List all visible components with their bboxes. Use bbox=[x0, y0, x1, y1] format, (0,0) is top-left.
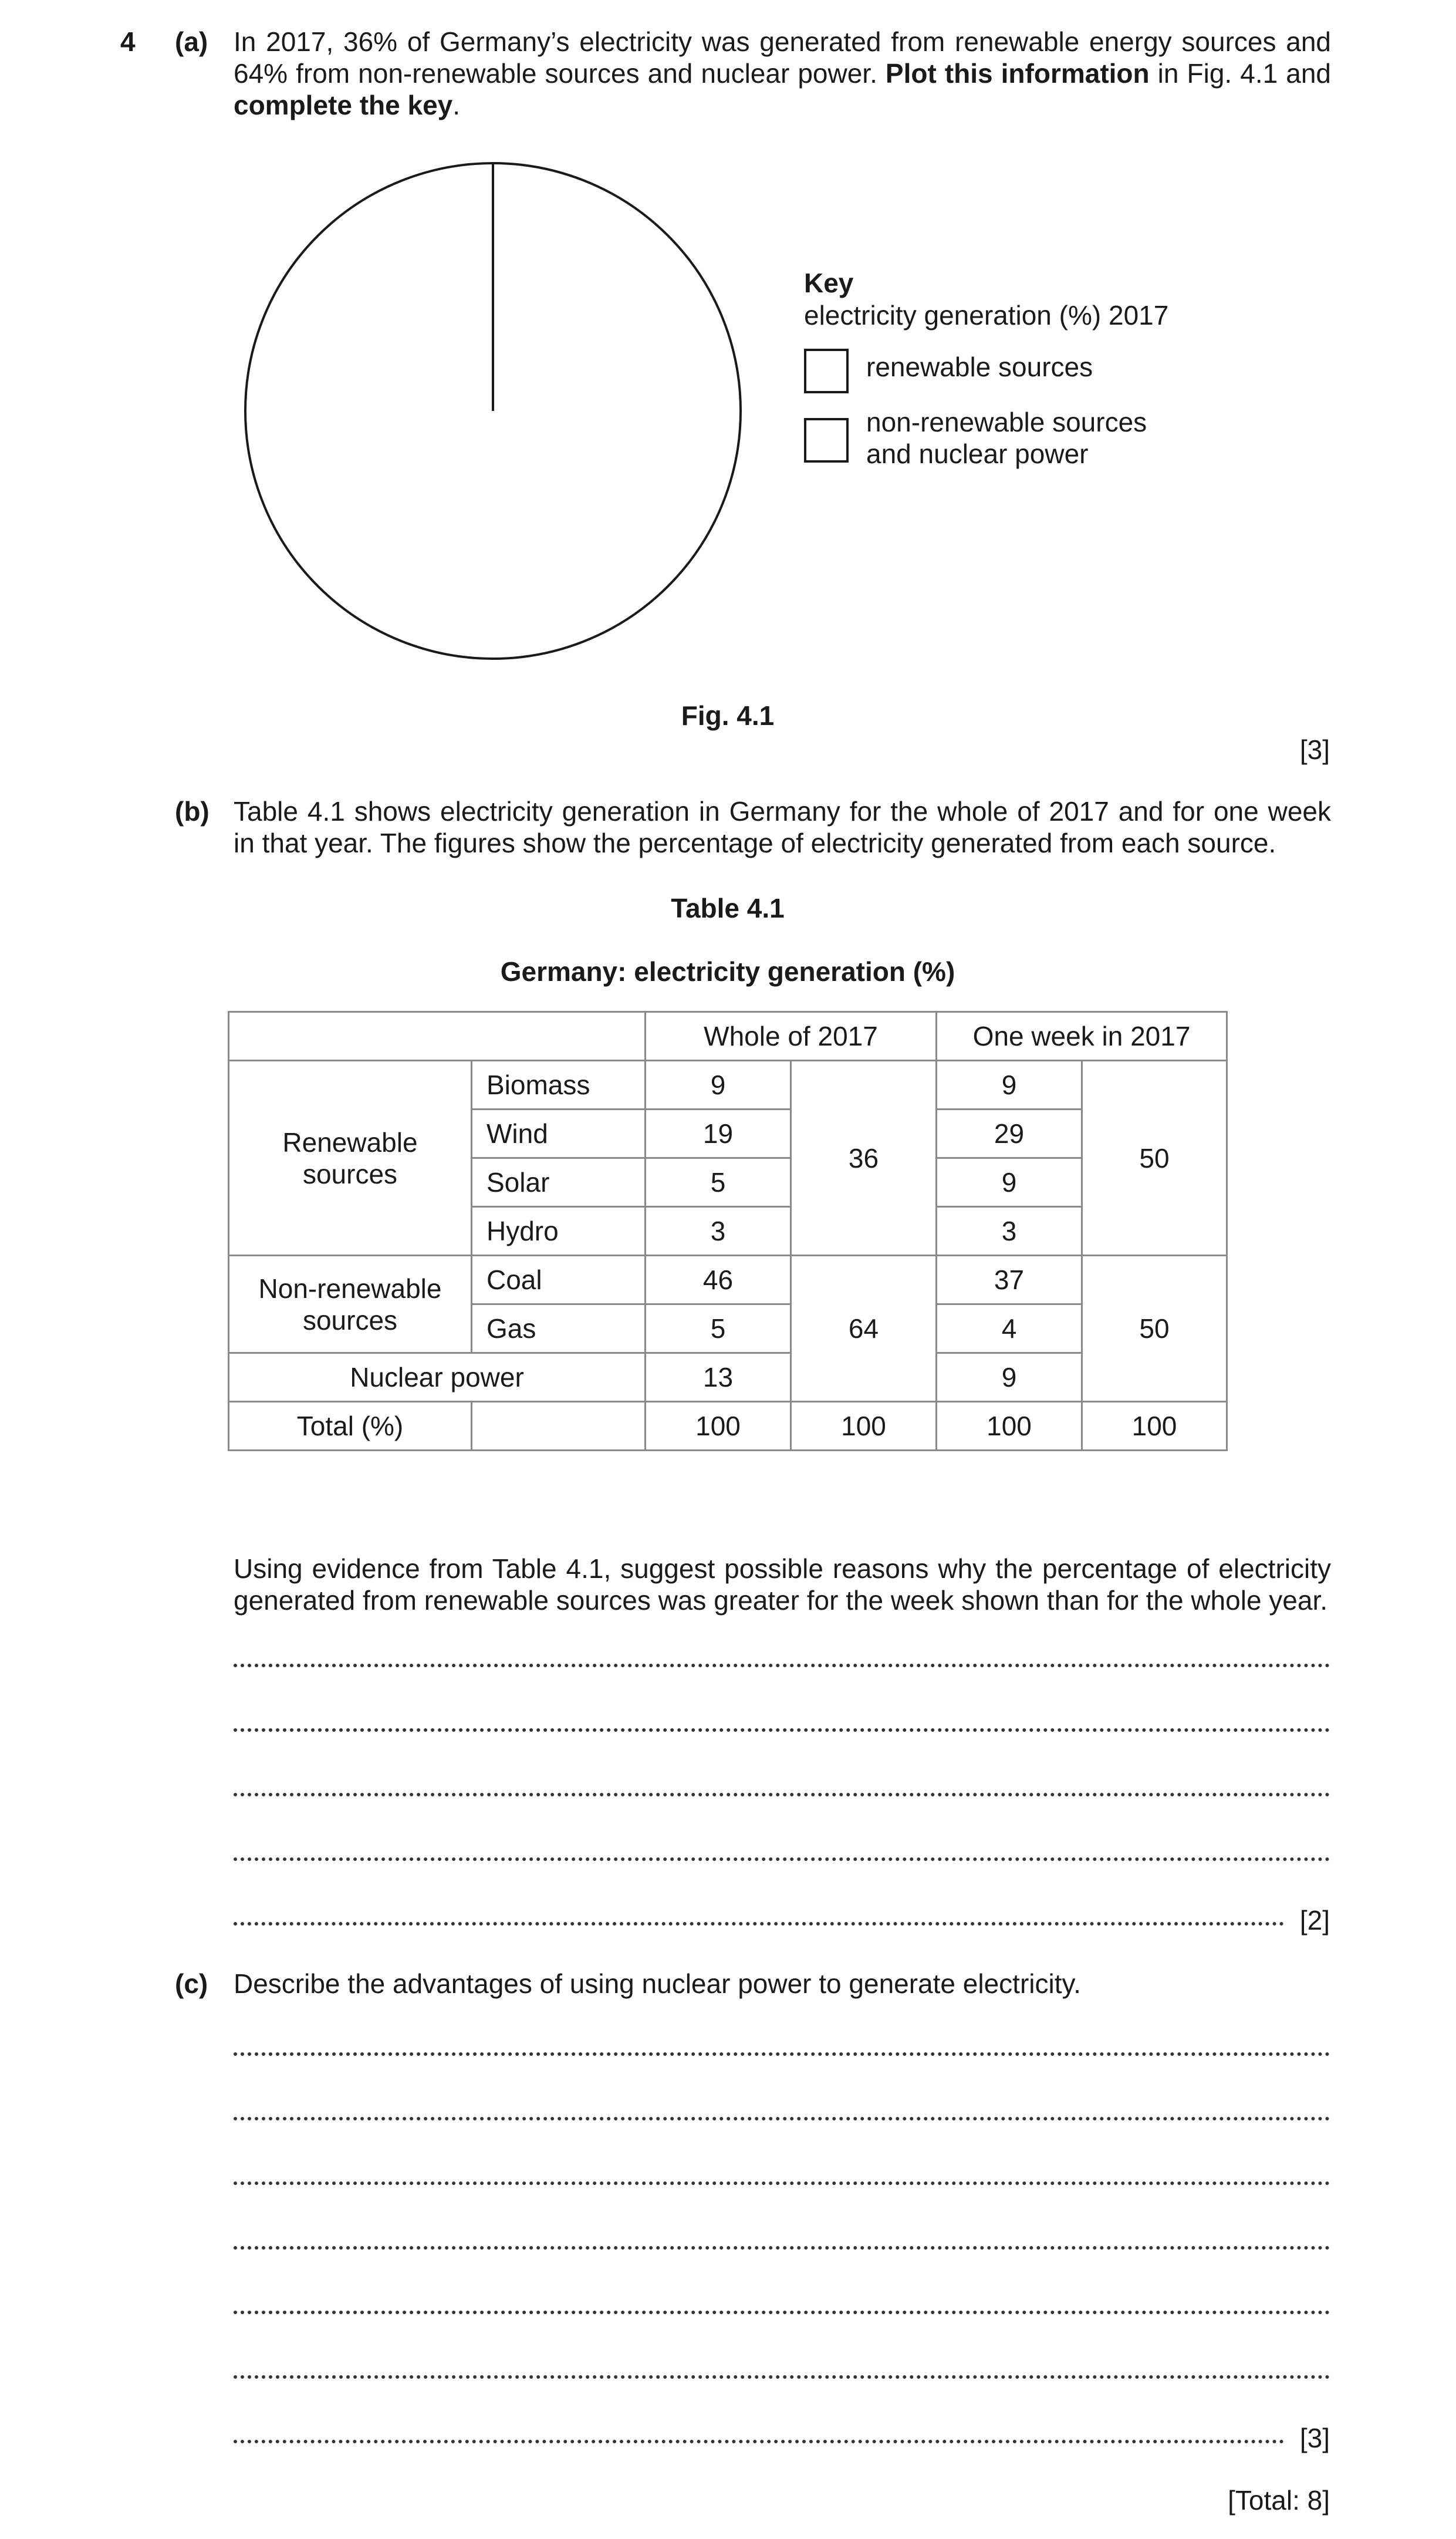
key-box-renewable[interactable] bbox=[804, 349, 849, 393]
whole-cell: 9 bbox=[646, 1061, 791, 1110]
answer-line[interactable] bbox=[234, 2181, 1330, 2185]
key-box-nonrenewable[interactable] bbox=[804, 418, 849, 463]
group-nonrenewable-line1: Non-renewable bbox=[258, 1273, 442, 1304]
group-renewable-line1: Renewable bbox=[282, 1127, 418, 1158]
source-cell: Gas bbox=[472, 1304, 646, 1353]
source-cell: Coal bbox=[472, 1256, 646, 1304]
whole-cell: 13 bbox=[646, 1353, 791, 1402]
whole-cell: 3 bbox=[646, 1207, 791, 1256]
key-label-nonrenewable-line1: non-renewable sources bbox=[866, 407, 1147, 437]
table-header-row bbox=[229, 1012, 1227, 1061]
whole-cell: 5 bbox=[646, 1304, 791, 1353]
answer-line[interactable] bbox=[234, 2246, 1330, 2250]
part-a-text-2: in Fig. 4.1 and bbox=[1149, 58, 1331, 89]
nonrenewable-total-week: 50 bbox=[1082, 1256, 1227, 1402]
table-row bbox=[229, 1061, 1227, 1110]
answer-line[interactable] bbox=[234, 2375, 1330, 2379]
answer-line[interactable] bbox=[234, 1664, 1330, 1667]
total-blank-cell bbox=[472, 1402, 646, 1451]
group-renewable-line2: sources bbox=[302, 1158, 398, 1189]
table-caption: Table 4.1 bbox=[671, 893, 785, 923]
week-cell: 37 bbox=[937, 1256, 1082, 1304]
answer-line[interactable] bbox=[234, 1857, 1330, 1861]
group-nonrenewable-line2: sources bbox=[302, 1304, 398, 1336]
part-b-intro: Table 4.1 shows electricity generation in Germany for the whole of 2017 and for one week in that year. The figures show the percentage of electricity generated from each source. bbox=[234, 796, 1331, 858]
whole-cell: 5 bbox=[646, 1158, 791, 1207]
week-cell: 9 bbox=[937, 1061, 1082, 1110]
whole-cell: 46 bbox=[646, 1256, 791, 1304]
week-cell: 9 bbox=[937, 1158, 1082, 1207]
total-cell: 100 bbox=[646, 1402, 791, 1451]
whole-cell: 19 bbox=[646, 1110, 791, 1158]
blank-pie-chart[interactable] bbox=[235, 153, 751, 669]
key-label-renewable: renewable sources bbox=[866, 352, 1093, 382]
source-cell: Solar bbox=[472, 1158, 646, 1207]
source-cell: Wind bbox=[472, 1110, 646, 1158]
electricity-table bbox=[228, 1011, 1228, 1451]
renewable-total-whole: 36 bbox=[791, 1061, 937, 1256]
week-cell: 4 bbox=[937, 1304, 1082, 1353]
header-whole-2017: Whole of 2017 bbox=[646, 1012, 937, 1061]
header-one-week: One week in 2017 bbox=[937, 1012, 1227, 1061]
source-cell: Biomass bbox=[472, 1061, 646, 1110]
week-cell: 3 bbox=[937, 1207, 1082, 1256]
key-subtitle: electricity generation (%) 2017 bbox=[804, 300, 1169, 331]
answer-line[interactable] bbox=[234, 1728, 1330, 1732]
week-cell: 29 bbox=[937, 1110, 1082, 1158]
answer-line[interactable] bbox=[234, 2311, 1330, 2314]
part-a-text-1: In 2017, 36% of Germany’s electricity was generated from renewable energy sources and 64% from non-renewable sources and nuclear power. bbox=[234, 26, 1331, 89]
answer-line[interactable] bbox=[234, 2052, 1330, 2056]
week-cell: 9 bbox=[937, 1353, 1082, 1402]
table-row bbox=[229, 1256, 1227, 1304]
part-a-marks: [3] bbox=[1299, 734, 1330, 765]
total-cell: 100 bbox=[937, 1402, 1082, 1451]
part-b-question: Using evidence from Table 4.1, suggest possible reasons why the percentage of electricity generated from renewable sources was greater for the week shown than for the whole year. bbox=[234, 1553, 1331, 1616]
part-c-label: (c) bbox=[175, 1968, 208, 1999]
table-title: Germany: electricity generation (%) bbox=[500, 956, 955, 987]
part-b-marks: [2] bbox=[1299, 1905, 1330, 1936]
group-renewable bbox=[229, 1061, 472, 1256]
table-total-row bbox=[229, 1402, 1227, 1451]
answer-line[interactable] bbox=[234, 2117, 1330, 2120]
figure-caption: Fig. 4.1 bbox=[681, 700, 775, 731]
answer-line[interactable] bbox=[234, 1793, 1330, 1796]
part-a-instruction-key: complete the key bbox=[234, 90, 453, 120]
answer-line[interactable] bbox=[234, 2440, 1284, 2443]
part-a-label: (a) bbox=[175, 26, 208, 57]
part-c-text: Describe the advantages of using nuclear power to generate electricity. bbox=[234, 1968, 1081, 1999]
group-nonrenewable bbox=[229, 1256, 472, 1353]
part-a-text bbox=[234, 26, 1331, 121]
key-heading: Key bbox=[804, 268, 854, 298]
nonrenewable-total-whole: 64 bbox=[791, 1256, 937, 1402]
answer-line[interactable] bbox=[234, 1922, 1284, 1926]
total-cell: 100 bbox=[791, 1402, 937, 1451]
renewable-total-week: 50 bbox=[1082, 1061, 1227, 1256]
part-b-label: (b) bbox=[175, 796, 210, 827]
question-number: 4 bbox=[120, 26, 136, 57]
total-label-cell: Total (%) bbox=[229, 1402, 472, 1451]
part-c-marks: [3] bbox=[1299, 2423, 1330, 2453]
table-row bbox=[229, 1353, 1227, 1402]
part-a-instruction-plot: Plot this information bbox=[885, 58, 1150, 89]
nuclear-label-cell: Nuclear power bbox=[229, 1353, 646, 1402]
total-marks: [Total: 8] bbox=[1228, 2485, 1330, 2516]
part-a-text-3: . bbox=[452, 90, 461, 120]
total-cell: 100 bbox=[1082, 1402, 1227, 1451]
source-cell: Hydro bbox=[472, 1207, 646, 1256]
key-label-nonrenewable-line2: and nuclear power bbox=[866, 439, 1089, 469]
header-blank-cell bbox=[229, 1012, 646, 1061]
